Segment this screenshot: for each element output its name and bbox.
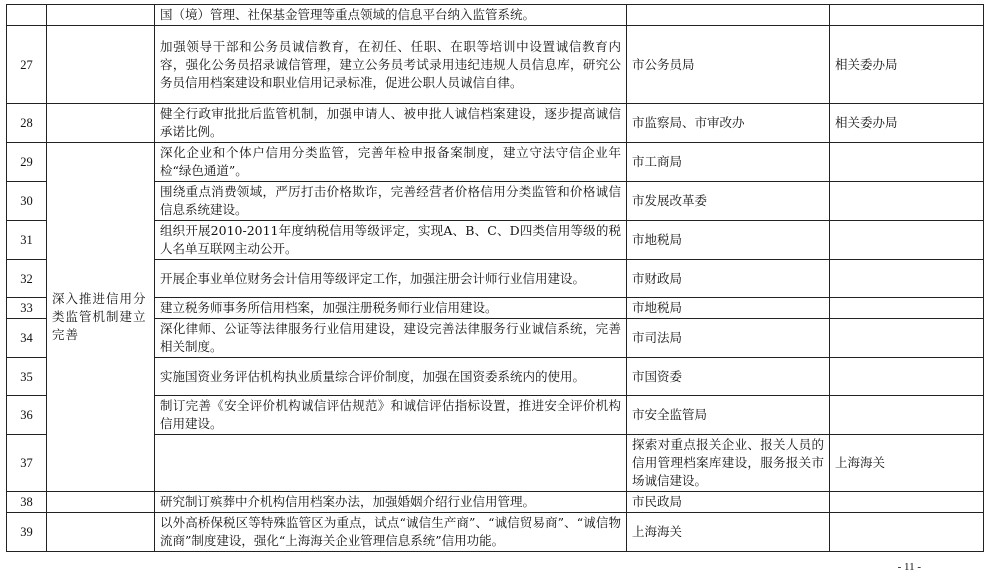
cooperating-department [830, 221, 984, 260]
task-content: 开展企事业单位财务会计信用等级评定工作，加强注册会计师行业信用建设。 [155, 260, 627, 298]
row-number: 34 [7, 319, 47, 358]
cooperating-department: 相关委办局 [830, 104, 984, 143]
category-cell [47, 513, 155, 552]
lead-department: 市工商局 [627, 143, 830, 182]
cooperating-department [830, 260, 984, 298]
category-cell [155, 435, 627, 492]
lead-department: 市国资委 [627, 358, 830, 396]
row-number: 35 [7, 358, 47, 396]
row-number: 28 [7, 104, 47, 143]
cooperating-department [830, 182, 984, 221]
task-content: 建立税务师事务所信用档案，加强注册税务师行业信用建设。 [155, 298, 627, 319]
lead-department: 市民政局 [627, 492, 830, 513]
category-cell [47, 104, 155, 143]
category-cell [47, 5, 155, 26]
task-content: 深化律师、公证等法律服务行业信用建设，建设完善法律服务行业诚信系统，完善相关制度。 [155, 319, 627, 358]
lead-department [627, 5, 830, 26]
cooperating-department [830, 396, 984, 435]
row-number: 38 [7, 492, 47, 513]
category-cell [47, 492, 155, 513]
cooperating-department [830, 298, 984, 319]
task-content: 组织开展2010-2011年度纳税信用等级评定，实现A、B、C、D四类信用等级的税人名单互联网主动公开。 [155, 221, 627, 260]
lead-department: 市财政局 [627, 260, 830, 298]
cooperating-department [830, 492, 984, 513]
row-number: 36 [7, 396, 47, 435]
task-content: 制订完善《安全评价机构诚信评估规范》和诚信评估指标设置，推进安全评价机构信用建设。 [155, 396, 627, 435]
task-content: 以外高桥保税区等特殊监管区为重点，试点“诚信生产商”、“诚信贸易商”、“诚信物流商”制度建设，强化“上海海关企业管理信息系统”信用功能。 [155, 513, 627, 552]
lead-department: 上海海关 [627, 513, 830, 552]
lead-department: 市地税局 [627, 221, 830, 260]
row-number [7, 5, 47, 26]
category-cell [47, 26, 155, 104]
page-number: - 11 - [897, 561, 921, 573]
row-number: 30 [7, 182, 47, 221]
row-number: 33 [7, 298, 47, 319]
table-row [7, 492, 984, 513]
cooperating-department [830, 513, 984, 552]
task-content: 实施国资业务评估机构执业质量综合评价制度，加强在国资委系统内的使用。 [155, 358, 627, 396]
row-number: 29 [7, 143, 47, 182]
table-row [7, 143, 984, 182]
lead-department: 市发展改革委 [627, 182, 830, 221]
table-row [7, 26, 984, 104]
cooperating-department [830, 358, 984, 396]
lead-department: 市监察局、市审改办 [627, 104, 830, 143]
task-content: 健全行政审批批后监管机制，加强申请人、被申批人诚信档案建设，逐步提高诚信承诺比例。 [155, 104, 627, 143]
task-content: 探索对重点报关企业、报关人员的信用管理档案库建设，服务报关市场诚信建设。 [627, 435, 830, 492]
task-content: 加强领导干部和公务员诚信教育，在初任、任职、在职等培训中设置诚信教育内容，强化公务员招录诚信管理，建立公务员考试录用违纪违规人员信息库，研究公务员信用档案建设和职业信用记录标准，促进公职人员诚信自律。 [155, 26, 627, 104]
task-content: 研究制订殡葬中介机构信用档案办法，加强婚姻介绍行业信用管理。 [155, 492, 627, 513]
lead-department: 市安全监管局 [627, 396, 830, 435]
row-number: 32 [7, 260, 47, 298]
category-label: 深入推进信用分类监管机制建立完善 [47, 143, 155, 492]
table-row [7, 513, 984, 552]
lead-department: 市司法局 [627, 319, 830, 358]
lead-department: 市公务员局 [627, 26, 830, 104]
lead-department: 市地税局 [627, 298, 830, 319]
table-row [7, 104, 984, 143]
task-table [6, 4, 984, 552]
row-number: 37 [7, 435, 47, 492]
row-number: 39 [7, 513, 47, 552]
cooperating-department [830, 319, 984, 358]
task-content: 围绕重点消费领域，严厉打击价格欺诈，完善经营者价格信用分类监管和价格诚信信息系统建设。 [155, 182, 627, 221]
task-content: 深化企业和个体户信用分类监管，完善年检申报备案制度，建立守法守信企业年检“绿色通道”。 [155, 143, 627, 182]
row-number: 27 [7, 26, 47, 104]
cooperating-department [830, 5, 984, 26]
cooperating-department [830, 143, 984, 182]
cooperating-department: 相关委办局 [830, 26, 984, 104]
table-row [7, 5, 984, 26]
task-content: 国（境）管理、社保基金管理等重点领域的信息平台纳入监管系统。 [155, 5, 627, 26]
row-number: 31 [7, 221, 47, 260]
lead-department: 上海海关 [830, 435, 984, 492]
